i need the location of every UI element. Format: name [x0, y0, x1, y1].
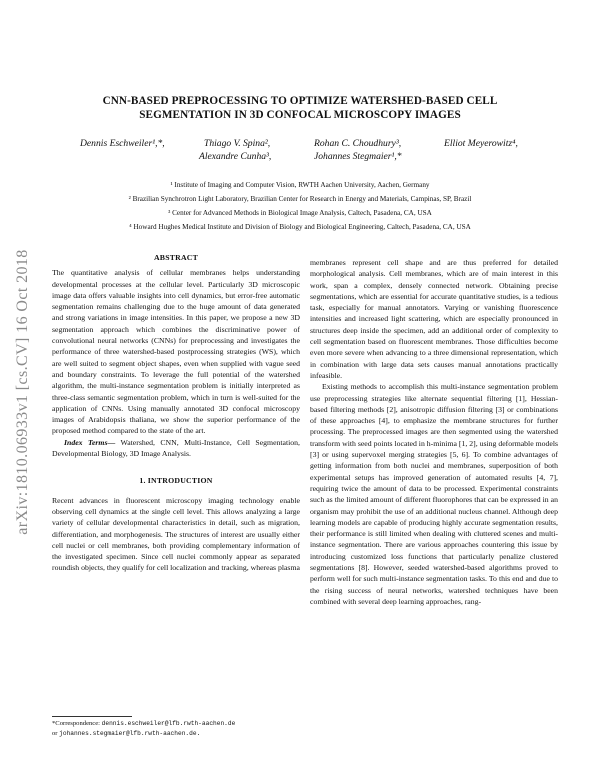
footnote-label: *Correspondence: [52, 720, 100, 727]
intro-heading: 1. INTRODUCTION [139, 476, 213, 486]
author-list [40, 138, 580, 168]
footnote-or: or [52, 729, 58, 737]
affiliation: ² Brazilian Synchrotron Light Laboratory, Brazilian Center for Research in Energy and Materials, Campinas, SP, Brazil [128, 195, 472, 203]
abstract-heading: ABSTRACT [153, 253, 199, 262]
intro-paragraph: Existing methods to accomplish this multi-instance segmentation problem use preprocessing strategies like alternate sequential filtering [1], Hessian-based filtering methods [2], anisotropic diffusion filtering [3] or combinations of these approaches [4], to emphasize the membrane structures for further processing. The preprocessed images are then segmented using the watershed transform with seed points located in h-minima [1, 2], using deformable models [3] or using supervoxel merging strategies [5, 6]. To combine advantages of getting information from both nuclei and membranes, superposition of both experimental setups has improved generation of automated results [4, 7], requiring twice the amount of data to be processed. Experimental constraints such as the limited amount of different fluorophores that can be expressed in an organism may prohibit the use of an additional nucleus channel. Although deep learning models are capable of producing highly accurate segmentation results, their performance is still limited when dealing with cluttered scenes and multi-instance segmentation. There are various approaches countering this issue by introducing customized loss functions that particularly penalize clustered segmentations [8]. However, seeded watershed-based algorithms proved to perform well for such multi-instance segmentation tasks. To this end and due to the rising success of neural networks, watershed techniques have been combined with several deep learning approaches, rang- [310, 382, 558, 606]
paper-title [60, 94, 540, 122]
abstract-text: The quantitative analysis of cellular membranes helps understanding developmental processes at the cellular level. Particularly 3D microscopic image data offers valuable insights into cell dynamics, but error-free automatic segmentation remains challenging due to the huge amount of data generated and strong variations in image intensities. In this paper, we propose a new 3D segmentation approach which combines the discriminative power of convolutional neural networks (CNNs) for preprocessing and investigates the performance of three watershed-based postprocessing strategies (WS), which are well suited to segment object shapes, even when supplied with vague seed and boundary constraints. To leverage the full potential of the watershed algorithm, the multi-instance segmentation problem is initially interpreted as three-class semantic segmentation problem, which in turn is well-suited for the application of CNNs. Using manually annotated 3D confocal microscopy images of Arabidopsis thaliana, we show the superior performance of the proposed method compared to the state of the art. [52, 268, 300, 436]
author: Dennis Eschweiler¹,*, [80, 138, 165, 149]
affiliations [60, 178, 540, 234]
index-terms [52, 437, 300, 460]
affiliation: ¹ Institute of Imaging and Computer Vision, RWTH Aachen University, Aachen, Germany [170, 181, 430, 189]
footnote-rule [52, 716, 132, 717]
index-terms-label: Index Terms— [64, 437, 116, 447]
author: Elliot Meyerowitz⁴, [444, 138, 518, 149]
abstract-section [52, 252, 300, 459]
email-link[interactable]: johannes.stegmaier@lfb.rwth-aachen.de. [59, 729, 201, 737]
author: Johannes Stegmaier¹,* [314, 151, 402, 162]
author: Rohan C. Choudhury³, [314, 138, 402, 149]
right-column [310, 257, 558, 607]
author: Thiago V. Spina², [204, 138, 271, 149]
email-link[interactable]: dennis.eschweiler@lfb.rwth-aachen.de [101, 720, 236, 727]
footnote [52, 716, 300, 738]
affiliation: ⁴ Howard Hughes Medical Institute and Division of Biology and Biological Engineering, Caltech, Pasadena, CA, USA [129, 223, 471, 231]
arxiv-id: arXiv:1810.06933v1 [cs.CV] 16 Oct 2018 [14, 249, 31, 535]
left-column [52, 252, 300, 574]
author: Alexandre Cunha³, [199, 151, 272, 162]
index-terms-text: Watershed, CNN, Multi-Instance, Cell Segmentation, Developmental Biology, 3D Image Analysis. [52, 437, 300, 459]
title-line: SEGMENTATION IN 3D CONFOCAL MICROSCOPY IMAGES [139, 109, 461, 121]
affiliation: ³ Center for Advanced Methods in Biological Image Analysis, Caltech, Pasadena, CA, USA [168, 209, 432, 217]
arxiv-watermark [12, 212, 34, 572]
intro-text-left: Recent advances in fluorescent microscopy imaging technology enable observing cell dynamics at the single cell level. This allows analyzing a large variety of cellular developmental characteristics in detail, such as migration, differentiation, and morphogenesis. The structures of interest are usually either cell nuclei or cell membranes, both providing complementary information of the investigated specimen. Since cell nuclei commonly appear as separated roundish objects, they qualify for cell localization and tracking, whereas plasma [52, 495, 300, 573]
title-line: CNN-BASED PREPROCESSING TO OPTIMIZE WATERSHED-BASED CELL [102, 95, 498, 107]
intro-paragraph: membranes represent cell shape and are thus preferred for detailed morphological analysis. Cell membranes, which are of main interest in this work, span a complex, densely connected network. Obtaining precise segmentations, which are essential for accurate quantitative studies, is a tedious task, especially for manual annotators. Varying or vanishing fluorescence intensities and increased light scattering, which are especially pronounced in structures deep inside the specimen, add an additional order of complexity to cell segmentation based on fluorescent membranes. Those difficulties become even more severe when advancing to a three dimensional representation, which in combination with large data sets causes manual annotations practically infeasible. [310, 258, 558, 380]
